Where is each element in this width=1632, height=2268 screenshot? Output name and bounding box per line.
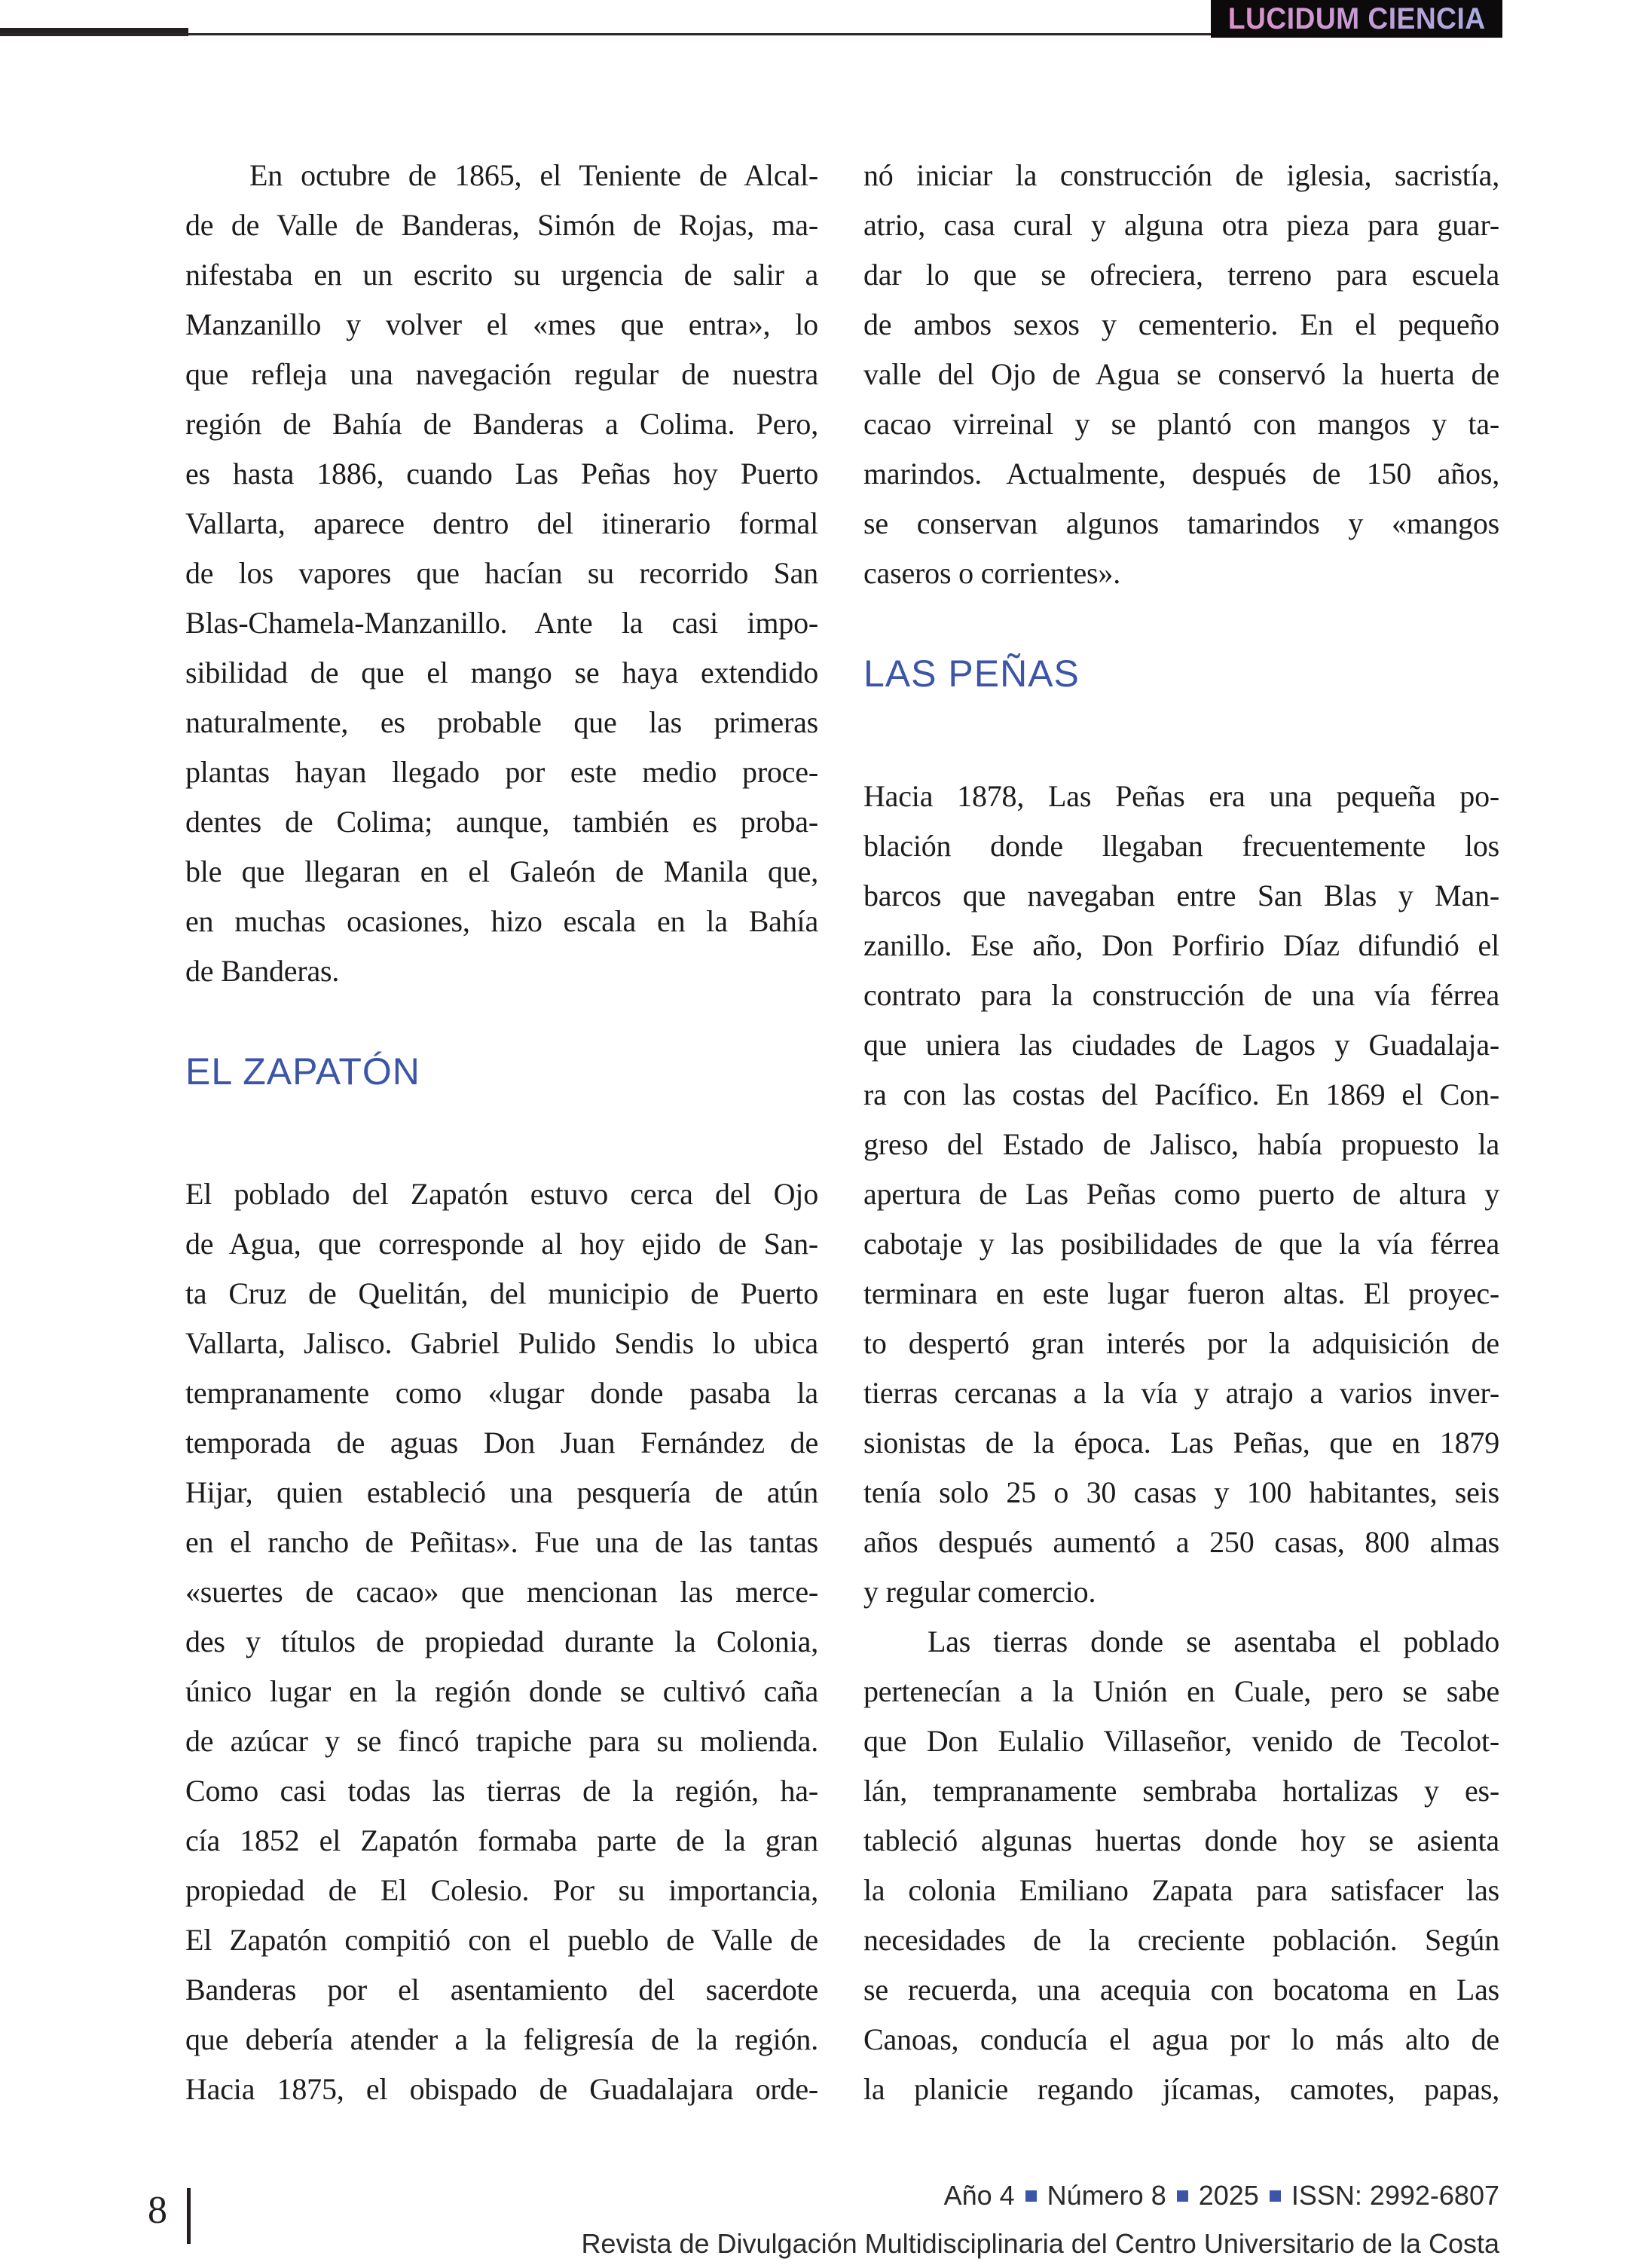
text-line: años después aumentó a 250 casas, 800 almas xyxy=(863,1525,1499,1559)
text-line: greso del Estado de Jalisco, había propuesto la xyxy=(863,1127,1499,1161)
text-line: naturalmente, es probable que las primeras xyxy=(185,705,818,739)
text-line: marindos. Actualmente, después de 150 años, xyxy=(863,457,1499,491)
text-line: sibilidad de que el mango se haya extendido xyxy=(185,656,818,689)
text-line: que uniera las ciudades de Lagos y Guadalaja- xyxy=(863,1028,1499,1062)
text-line: la colonia Emiliano Zapata para satisfacer las xyxy=(863,1873,1499,1907)
footer-meta-part: ISSN: 2992-6807 xyxy=(1291,2180,1499,2211)
text-line: des y títulos de propiedad durante la Colonia, xyxy=(185,1625,818,1658)
text-line: Hacia 1875, el obispado de Guadalajara orde- xyxy=(185,2072,818,2106)
section-heading: EL ZAPATÓN xyxy=(185,1050,420,1093)
text-line: nifestaba en un escrito su urgencia de salir a xyxy=(185,258,818,292)
text-line: tierras cercanas a la vía y atrajo a varios inver- xyxy=(863,1376,1499,1410)
text-line: Banderas por el asentamiento del sacerdote xyxy=(185,1973,818,2007)
text-line: se conservan algunos tamarindos y «mangos xyxy=(863,506,1499,540)
page-number: 8 xyxy=(148,2189,167,2232)
separator-square-icon xyxy=(1270,2190,1281,2202)
footer-meta-line xyxy=(581,2172,1499,2220)
text-line: Hacia 1878, Las Peñas era una pequeña po- xyxy=(863,779,1499,813)
separator-square-icon xyxy=(1177,2190,1188,2202)
text-line: valle del Ojo de Agua se conservó la huerta de xyxy=(863,357,1499,391)
text-line: tenía solo 25 o 30 casas y 100 habitantes, seis xyxy=(863,1475,1499,1509)
text-line: propiedad de El Colesio. Por su importancia, xyxy=(185,1873,818,1907)
text-line: pertenecían a la Unión en Cuale, pero se sabe xyxy=(863,1674,1499,1708)
text-line: de Banderas. xyxy=(185,954,340,988)
text-line: Hijar, quien estableció una pesquería de atún xyxy=(185,1475,818,1509)
text-line: cabotaje y las posibilidades de que la vía férrea xyxy=(863,1227,1499,1261)
footer-meta-part: Año 4 xyxy=(943,2180,1015,2211)
text-line: la planicie regando jícamas, camotes, papas, xyxy=(863,2072,1499,2106)
text-line: y regular comercio. xyxy=(863,1575,1096,1609)
text-line: de los vapores que hacían su recorrido San xyxy=(185,556,818,590)
text-line: en muchas ocasiones, hizo escala en la Bahía xyxy=(185,904,818,938)
text-line: tempranamente como «lugar donde pasaba la xyxy=(185,1376,818,1410)
text-line: que refleja una navegación regular de nuestra xyxy=(185,357,818,391)
text-line: de Agua, que corresponde al hoy ejido de San- xyxy=(185,1227,818,1261)
text-line: tableció algunas huertas donde hoy se asienta xyxy=(863,1823,1499,1857)
text-line: sionistas de la época. Las Peñas, que en 1879 xyxy=(863,1426,1499,1460)
text-line: apertura de Las Peñas como puerto de altura y xyxy=(863,1177,1499,1211)
text-line: Vallarta, Jalisco. Gabriel Pulido Sendis lo ubica xyxy=(185,1326,818,1360)
text-line: se recuerda, una acequia con bocatoma en Las xyxy=(863,1973,1499,2007)
text-line: Las tierras donde se asentaba el poblado xyxy=(928,1625,1499,1658)
text-line: blación donde llegaban frecuentemente los xyxy=(863,829,1499,863)
text-line: lán, tempranamente sembraba hortalizas y es- xyxy=(863,1774,1499,1808)
text-line: temporada de aguas Don Juan Fernández de xyxy=(185,1426,818,1460)
text-line: terminara en este lugar fueron altas. El proyec- xyxy=(863,1276,1499,1310)
text-line: zanillo. Ese año, Don Porfirio Díaz difundió el xyxy=(863,928,1499,962)
text-line: dar lo que se ofreciera, terreno para escuela xyxy=(863,258,1499,292)
text-line: que debería atender a la feligresía de la región. xyxy=(185,2022,818,2056)
text-line: El Zapatón compitió con el pueblo de Valle de xyxy=(185,1923,818,1957)
text-line: único lugar en la región donde se cultivó caña xyxy=(185,1674,818,1708)
footer-journal-line: Revista de Divulgación Multidisciplinaria del Centro Universitario de la Costa xyxy=(581,2228,1499,2259)
text-line: En octubre de 1865, el Teniente de Alcal- xyxy=(249,158,818,192)
text-line: cía 1852 el Zapatón formaba parte de la gran xyxy=(185,1823,818,1857)
text-line: Como casi todas las tierras de la región, ha- xyxy=(185,1774,818,1808)
separator-square-icon xyxy=(1025,2190,1037,2202)
text-line: ta Cruz de Quelitán, del municipio de Puerto xyxy=(185,1276,818,1310)
text-column-right xyxy=(863,151,1499,2114)
journal-badge-title: LUCIDUM CIENCIA xyxy=(1228,0,1486,38)
text-line: Manzanillo y volver el «mes que entra», lo xyxy=(185,307,818,341)
footer-info xyxy=(581,2172,1499,2268)
text-line: de ambos sexos y cementerio. En el pequeño xyxy=(863,307,1499,341)
text-column-left xyxy=(185,151,818,2114)
section-heading: LAS PEÑAS xyxy=(863,653,1080,695)
text-line: Vallarta, aparece dentro del itinerario formal xyxy=(185,506,818,540)
footer-meta-part: Número 8 xyxy=(1047,2180,1166,2211)
journal-badge xyxy=(1211,0,1502,38)
text-line: caseros o corrientes». xyxy=(863,556,1121,590)
text-line: cacao virreinal y se plantó con mangos y ta- xyxy=(863,407,1499,441)
text-line: ra con las costas del Pacífico. En 1869 el Con- xyxy=(863,1077,1499,1111)
text-line: plantas hayan llegado por este medio proce- xyxy=(185,755,818,789)
text-line: de azúcar y se fincó trapiche para su molienda. xyxy=(185,1724,818,1758)
text-line: necesidades de la creciente población. Según xyxy=(863,1923,1499,1957)
text-line: contrato para la construcción de una vía férrea xyxy=(863,978,1499,1012)
text-line: que Don Eulalio Villaseñor, venido de Tecolot- xyxy=(863,1724,1499,1758)
text-line: nó iniciar la construcción de iglesia, sacristía, xyxy=(863,158,1499,192)
footer-meta-part: 2025 xyxy=(1198,2180,1259,2211)
text-line: to despertó gran interés por la adquisición de xyxy=(863,1326,1499,1360)
text-line: El poblado del Zapatón estuvo cerca del Ojo xyxy=(185,1177,818,1211)
text-line: en el rancho de Peñitas». Fue una de las tantas xyxy=(185,1525,818,1559)
text-line: Blas-Chamela-Manzanillo. Ante la casi impo- xyxy=(185,606,818,640)
text-line: dentes de Colima; aunque, también es proba- xyxy=(185,805,818,839)
footer-divider-bar xyxy=(187,2188,191,2244)
text-line: de de Valle de Banderas, Simón de Rojas, ma- xyxy=(185,208,818,242)
text-line: es hasta 1886, cuando Las Peñas hoy Puerto xyxy=(185,457,818,491)
text-line: barcos que navegaban entre San Blas y Man- xyxy=(863,879,1499,912)
text-line: Canoas, conducía el agua por lo más alto de xyxy=(863,2022,1499,2056)
text-line: «suertes de cacao» que mencionan las merce- xyxy=(185,1575,818,1609)
text-line: región de Bahía de Banderas a Colima. Pero, xyxy=(185,407,818,441)
text-line: ble que llegaran en el Galeón de Manila que, xyxy=(185,854,818,888)
text-line: atrio, casa cural y alguna otra pieza para guar- xyxy=(863,208,1499,242)
